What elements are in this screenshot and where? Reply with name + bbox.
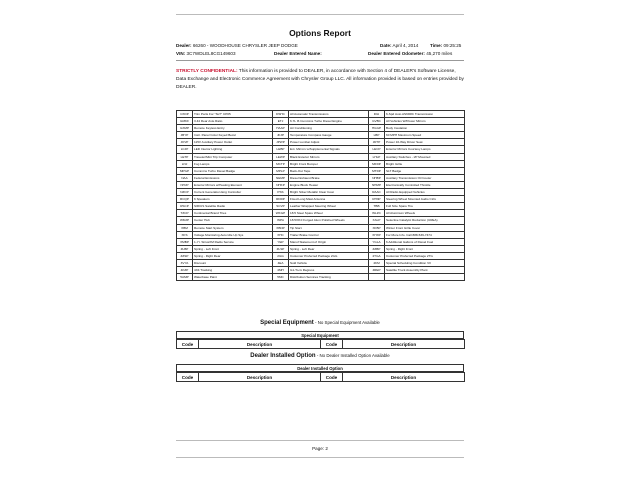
option-description: 1-Yr. SiriusXM Radio Service: [193, 238, 273, 245]
option-code: NHMP: [369, 181, 385, 188]
col-code: Code: [177, 373, 199, 382]
option-description: All Automatic Transmissions: [289, 111, 369, 118]
option-code: MPLP: [273, 167, 289, 174]
option-code: RH3P: [369, 196, 385, 203]
col-code: Code: [177, 340, 199, 349]
option-description: 115V Auxiliary Power Outlet: [193, 139, 273, 146]
col-code: Code: [321, 373, 343, 382]
option-code: RAAC: [369, 189, 385, 196]
dealer-entered-odometer: Dealer Entered Odometer: 45,270 miles: [368, 51, 453, 56]
option-code: MCTP: [273, 160, 289, 167]
option-description: Electronically Controlled Throttle: [385, 181, 465, 188]
option-description: Sold Vehicle: [289, 259, 369, 266]
option-code: TZCP: [177, 210, 193, 217]
option-description: Power Lumbar Adjust: [289, 139, 369, 146]
option-code: YEP: [273, 238, 289, 245]
option-code: CXDP: [177, 111, 193, 118]
option-description: Traveler/Mini Trip Computer: [193, 153, 273, 160]
option-description: Fixed Long Mast Antenna: [289, 196, 369, 203]
dealer-entered-name: Dealer Entered Name:: [274, 51, 322, 56]
option-description: Spring - Left Rear: [289, 245, 369, 252]
option-code: ZLBP: [177, 245, 193, 252]
odometer-value: 45,270 miles: [426, 51, 453, 56]
option-code: LBP: [369, 132, 385, 139]
option-description: Exterior Mirrors w/Heating Element: [193, 181, 273, 188]
option-code: 4EA: [273, 259, 289, 266]
option-description: Spring - Right Front: [385, 245, 465, 252]
option-code: 2GG: [273, 252, 289, 259]
dealer-line: Dealer: 66260 - WOODHOUSE CHRYSLER JEEP DODGE: [176, 43, 298, 48]
option-description: Current Generation Eng Controller: [193, 189, 273, 196]
option-description: 6.7L I6 Cummins Turbo Diesel Engine: [289, 118, 369, 125]
option-description: Remote Keyless Entry: [193, 125, 273, 132]
option-code: DSHC: [273, 111, 289, 118]
option-description: All Radio Equipped Vehicles: [385, 189, 465, 196]
option-code: 4KZP: [177, 267, 193, 274]
option-description: Ext. Mirrors w/Supplemental Signals: [289, 146, 369, 153]
option-code: NHBP: [369, 174, 385, 181]
option-description: Diesel Exhaust Brake: [289, 174, 369, 181]
option-description: Bright Silver Metallic Clear Coat: [289, 189, 369, 196]
option-code: LEBP: [273, 146, 289, 153]
option-description: Cummins Turbo Diesel Badge: [193, 167, 273, 174]
option-code: XBM: [177, 224, 193, 231]
option-code: 3VYA: [177, 259, 193, 266]
table-row: [177, 196, 465, 203]
option-description: Trailer Brake Control: [289, 231, 369, 238]
option-code: XFS: [177, 231, 193, 238]
option-description: All Aluminum Wheels: [385, 210, 465, 217]
option-code: HGGP: [369, 125, 385, 132]
col-description: Description: [343, 373, 465, 382]
option-description: Center Hub: [193, 217, 273, 224]
option-description: Auxiliary Switches - I/P Mounted: [385, 153, 465, 160]
special-equipment-heading: Special Equipment - No Special Equipment Available: [260, 320, 380, 326]
option-code: [369, 274, 385, 281]
option-code: ZLSP: [273, 245, 289, 252]
option-description: Customer Preferred Package 2TG: [385, 252, 465, 259]
option-description: Trim Parts For "SLT" CP05: [193, 111, 273, 118]
option-description: 18.5X8.0 Forged Alum Polished Wheels: [289, 217, 369, 224]
option-description: Winter Front Grille Cover: [385, 224, 465, 231]
option-description: Spring - Right Rear: [193, 252, 273, 259]
table-row: [177, 181, 465, 188]
table-row: [177, 146, 465, 153]
option-code: ZZSP: [177, 252, 193, 259]
dealer-value: 66260 - WOODHOUSE CHRYSLER JEEP DODGE: [192, 43, 298, 48]
table-row: [177, 245, 465, 252]
table-row: [177, 203, 465, 210]
option-code: JFJP: [273, 132, 289, 139]
option-code: LECP: [369, 146, 385, 153]
option-description: Manuf Statement of Origin: [289, 238, 369, 245]
option-description: Back-Out Tape: [289, 167, 369, 174]
option-description: Auxiliary Transmission Oil Cooler: [385, 174, 465, 181]
table-row: [177, 274, 465, 281]
option-code: RCQP: [177, 196, 193, 203]
option-description: Fog Lamps: [193, 160, 273, 167]
option-code: LCJP: [177, 146, 193, 153]
table-row: [177, 252, 465, 259]
col-description: Description: [343, 340, 465, 349]
table-row: [177, 217, 465, 224]
option-code: YGLA: [369, 238, 385, 245]
option-description: Federal Emissions: [193, 174, 273, 181]
special-equipment-columns: [176, 339, 465, 349]
table-row: [177, 174, 465, 181]
table-row: [177, 132, 465, 139]
table-row: [177, 139, 465, 146]
option-description: Distribution Services Tracking: [289, 274, 369, 281]
option-description: For More Info. Call 888-539-7474: [385, 231, 465, 238]
table-row: [177, 210, 465, 217]
option-description: 6 Additional Gallons of Diesel Fuel: [385, 238, 465, 245]
table-row: [177, 267, 465, 274]
option-description: Instr. Panel Color Keyed Bezel: [193, 132, 273, 139]
option-description: 6 Speakers: [193, 196, 273, 203]
option-code: LEWP: [273, 153, 289, 160]
vin-line: VIN: 3C7WDLEL8CG149603: [176, 51, 236, 56]
option-description: Body Insulation: [385, 125, 465, 132]
dealer-option-subheader: Dealer Installed Option: [176, 364, 464, 372]
option-code: JR7P: [369, 139, 385, 146]
option-code: 4MH: [273, 267, 289, 274]
option-description: Voltage Monitoring Auto Idle Up Sys: [193, 231, 273, 238]
option-code: NZCP: [177, 189, 193, 196]
option-code: LHLP: [369, 153, 385, 160]
option-code: MTDP: [369, 167, 385, 174]
option-code: LNJ: [177, 160, 193, 167]
option-description: Engine Block Heater: [289, 181, 369, 188]
vin-value: 3C7WDLEL8CG149603: [186, 51, 236, 56]
option-description: Customer Preferred Package 2GG: [289, 252, 369, 259]
confidentiality-notice: [176, 68, 464, 93]
option-code: XBNP: [273, 224, 289, 231]
page-number: Page: 2: [312, 446, 328, 451]
option-description: Tip Start: [289, 224, 369, 231]
option-code: 4KM: [369, 259, 385, 266]
table-row: [177, 189, 465, 196]
option-code: LETP: [177, 153, 193, 160]
option-code: DGI: [369, 111, 385, 118]
option-description: Bright Grille: [385, 160, 465, 167]
option-description: Waterbase Paint: [193, 274, 273, 281]
option-code: WMJP: [177, 217, 193, 224]
option-code: 5MC: [273, 274, 289, 281]
option-code: PSS: [273, 189, 289, 196]
option-code: GXMP: [177, 125, 193, 132]
option-description: G1-To-G Regress: [289, 267, 369, 274]
option-description: Bright Front Bumper: [289, 160, 369, 167]
options-table: [176, 110, 465, 281]
option-description: Discount: [193, 259, 273, 266]
option-code: ETJ: [273, 118, 289, 125]
date-line: Date: April 4, 2014: [380, 43, 419, 48]
option-code: NEMP: [273, 174, 289, 181]
table-row: [177, 153, 465, 160]
option-description: 18.5 Steel Spare Wheel: [289, 210, 369, 217]
option-description: All Vehicles W/Power Mirrors: [385, 118, 465, 125]
option-description: Satellite Truck Assembly Plant: [385, 267, 465, 274]
option-code: JPWP: [273, 139, 289, 146]
option-code: GVBC: [369, 118, 385, 125]
option-code: NHKP: [273, 181, 289, 188]
option-code: MPGP: [177, 167, 193, 174]
top-rule: [176, 14, 464, 15]
option-description: Special Scheduling Condition VII: [385, 259, 465, 266]
bottom-rule: [176, 457, 464, 458]
option-code: 5AMP: [177, 274, 193, 281]
table-row: [177, 238, 465, 245]
date-value: April 4, 2014: [392, 43, 419, 48]
option-code: ZZBP: [369, 245, 385, 252]
option-description: Air Conditioning: [289, 125, 369, 132]
option-code: XD5P: [369, 224, 385, 231]
option-description: Continental Brand Tires: [193, 210, 273, 217]
dealer-option-heading: Dealer Installed Option - No Dealer Installed Option Available: [250, 353, 390, 359]
option-code: XALP: [369, 217, 385, 224]
option-code: TBB: [369, 203, 385, 210]
option-code: XHXP: [369, 231, 385, 238]
option-description: Exterior Mirrors Courtesy Lamps: [385, 146, 465, 153]
option-code: RDDP: [273, 196, 289, 203]
option-description: Power 10-Way Driver Seat: [385, 139, 465, 146]
report-title: Options Report: [289, 28, 351, 38]
option-code: HAAP: [273, 125, 289, 132]
option-description: Remote Start System: [193, 224, 273, 231]
option-description: 60 MPH Maximum Speed: [385, 132, 465, 139]
option-description: Temperature Compass Gauge: [289, 132, 369, 139]
option-description: [385, 274, 465, 281]
table-row: [177, 167, 465, 174]
option-code: SCVP: [273, 203, 289, 210]
option-description: SLT Badge: [385, 167, 465, 174]
option-description: Spring - Left Front: [193, 245, 273, 252]
option-code: 4REP: [369, 267, 385, 274]
option-code: GMKF: [177, 118, 193, 125]
option-code: JKVP: [177, 139, 193, 146]
option-description: 3.44 Rear Axle Ratio: [193, 118, 273, 125]
footer-rule: [176, 440, 464, 441]
option-description: SIRIUS Satellite Radio: [193, 203, 273, 210]
special-equipment-subheader: Special Equipment: [176, 331, 464, 339]
option-description: Steering Wheel Mounted Audio Ctrls: [385, 196, 465, 203]
option-description: 6-Spd Auto AS69RC Transmission: [385, 111, 465, 118]
header-rule: [176, 60, 464, 61]
col-description: Description: [199, 373, 321, 382]
table-row: [177, 224, 465, 231]
option-description: Black Exterior Mirrors: [289, 153, 369, 160]
option-code: RSCP: [177, 203, 193, 210]
col-code: Code: [321, 340, 343, 349]
table-row: [177, 160, 465, 167]
table-row: [177, 125, 465, 132]
col-description: Description: [199, 340, 321, 349]
option-code: NHJP: [177, 181, 193, 188]
table-row: [177, 231, 465, 238]
time-value: 09:25:25: [443, 43, 462, 48]
table-row: [177, 118, 465, 125]
time-line: Time: 09:25:25: [430, 43, 462, 48]
option-code: WLZC: [369, 210, 385, 217]
table-row: [177, 259, 465, 266]
dealer-option-columns: [176, 372, 465, 382]
option-description: Leather Wrapped Steering Wheel: [289, 203, 369, 210]
option-code: WPA: [273, 217, 289, 224]
option-code: XMBP: [177, 238, 193, 245]
option-code: MFDP: [369, 160, 385, 167]
option-code: WKGP: [273, 210, 289, 217]
confidential-text: This information is provided to DEALER, in accordance with Section 4 of DEALER's Software License, Data Exchange and Electronic Commerce Agreement with Chrysler Group LLC. All information provided is based on entries provided by DEALER.: [176, 69, 464, 91]
confidential-label: STRICTLY CONFIDENTIAL:: [176, 69, 238, 74]
option-description: Full Size Spare Tire: [385, 203, 465, 210]
option-description: 4X4 Tracking: [193, 267, 273, 274]
table-row: [177, 111, 465, 118]
option-code: 2TGA: [369, 252, 385, 259]
option-description: Selective Catalytic Reduction (UREA): [385, 217, 465, 224]
option-code: XHC: [273, 231, 289, 238]
option-description: LED Interior Lighting: [193, 146, 273, 153]
option-code: NAA: [177, 174, 193, 181]
option-code: JBYP: [177, 132, 193, 139]
